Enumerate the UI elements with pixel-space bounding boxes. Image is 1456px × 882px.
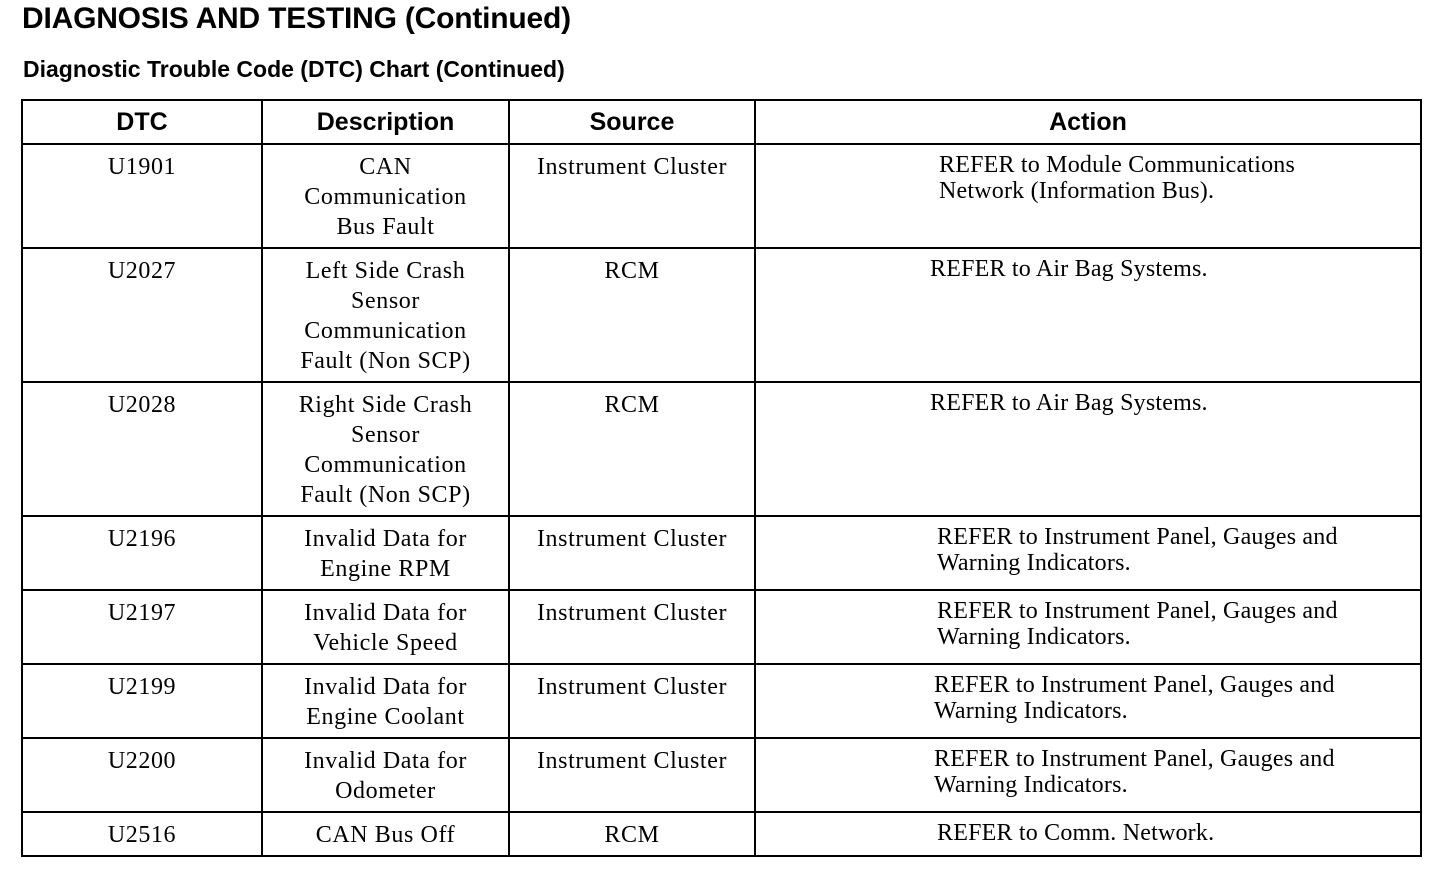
dtc-action [755, 738, 1421, 812]
dtc-chart-table [21, 99, 1422, 857]
dtc-action [755, 516, 1421, 590]
dtc-action [755, 382, 1421, 516]
dtc-source: Instrument Cluster [509, 664, 755, 738]
dtc-code: U2516 [22, 812, 262, 856]
dtc-action-text: REFER to Instrument Panel, Gauges and Warning Indicators. [934, 746, 1335, 798]
dtc-action-text: REFER to Instrument Panel, Gauges and Warning Indicators. [934, 672, 1335, 724]
dtc-code: U2200 [22, 738, 262, 812]
dtc-action-text: REFER to Instrument Panel, Gauges and Warning Indicators. [937, 598, 1338, 650]
dtc-description-text: Invalid Data for Vehicle Speed [304, 600, 467, 656]
dtc-description [262, 738, 509, 812]
dtc-action-text: REFER to Air Bag Systems. [930, 390, 1208, 416]
dtc-code: U2197 [22, 590, 262, 664]
table-row [22, 738, 1421, 812]
column-header-action: Action [755, 100, 1421, 144]
dtc-action [755, 664, 1421, 738]
dtc-description-text: Invalid Data for Engine Coolant [304, 674, 467, 730]
dtc-action-text: REFER to Comm. Network. [937, 820, 1215, 846]
column-header-source: Source [509, 100, 755, 144]
dtc-code: U2027 [22, 248, 262, 382]
dtc-description [262, 664, 509, 738]
dtc-description-text: Left Side Crash Sensor Communication Fault (Non SCP) [300, 258, 471, 374]
table-row [22, 664, 1421, 738]
dtc-description-text: Invalid Data for Engine RPM [304, 526, 467, 582]
dtc-action [755, 590, 1421, 664]
table-row [22, 516, 1421, 590]
dtc-source: RCM [509, 382, 755, 516]
dtc-source: RCM [509, 248, 755, 382]
dtc-source: RCM [509, 812, 755, 856]
dtc-source: Instrument Cluster [509, 144, 755, 248]
table-row [22, 248, 1421, 382]
dtc-action [755, 144, 1421, 248]
dtc-description [262, 812, 509, 856]
dtc-description [262, 248, 509, 382]
table-header-row [22, 100, 1421, 144]
dtc-description-text: CAN Communication Bus Fault [304, 154, 467, 240]
dtc-description [262, 516, 509, 590]
table-row [22, 812, 1421, 856]
dtc-code: U2199 [22, 664, 262, 738]
table-row [22, 144, 1421, 248]
page-heading: DIAGNOSIS AND TESTING (Continued) [22, 2, 571, 35]
dtc-source: Instrument Cluster [509, 738, 755, 812]
dtc-description [262, 590, 509, 664]
dtc-code: U1901 [22, 144, 262, 248]
table-title: Diagnostic Trouble Code (DTC) Chart (Continued) [23, 56, 565, 82]
column-header-dtc: DTC [22, 100, 262, 144]
dtc-action [755, 248, 1421, 382]
dtc-action-text: REFER to Air Bag Systems. [930, 256, 1208, 282]
dtc-action [755, 812, 1421, 856]
table-row [22, 382, 1421, 516]
column-header-description: Description [262, 100, 509, 144]
dtc-description-text: Right Side Crash Sensor Communication Fault (Non SCP) [298, 392, 473, 508]
dtc-source: Instrument Cluster [509, 516, 755, 590]
dtc-description [262, 144, 509, 248]
dtc-source: Instrument Cluster [509, 590, 755, 664]
dtc-code: U2028 [22, 382, 262, 516]
dtc-code: U2196 [22, 516, 262, 590]
dtc-description-text: Invalid Data for Odometer [304, 748, 467, 804]
dtc-action-text: REFER to Module Communications Network (Information Bus). [939, 152, 1296, 204]
dtc-description [262, 382, 509, 516]
dtc-description-text: CAN Bus Off [315, 822, 456, 848]
dtc-action-text: REFER to Instrument Panel, Gauges and Warning Indicators. [937, 524, 1338, 576]
table-row [22, 590, 1421, 664]
